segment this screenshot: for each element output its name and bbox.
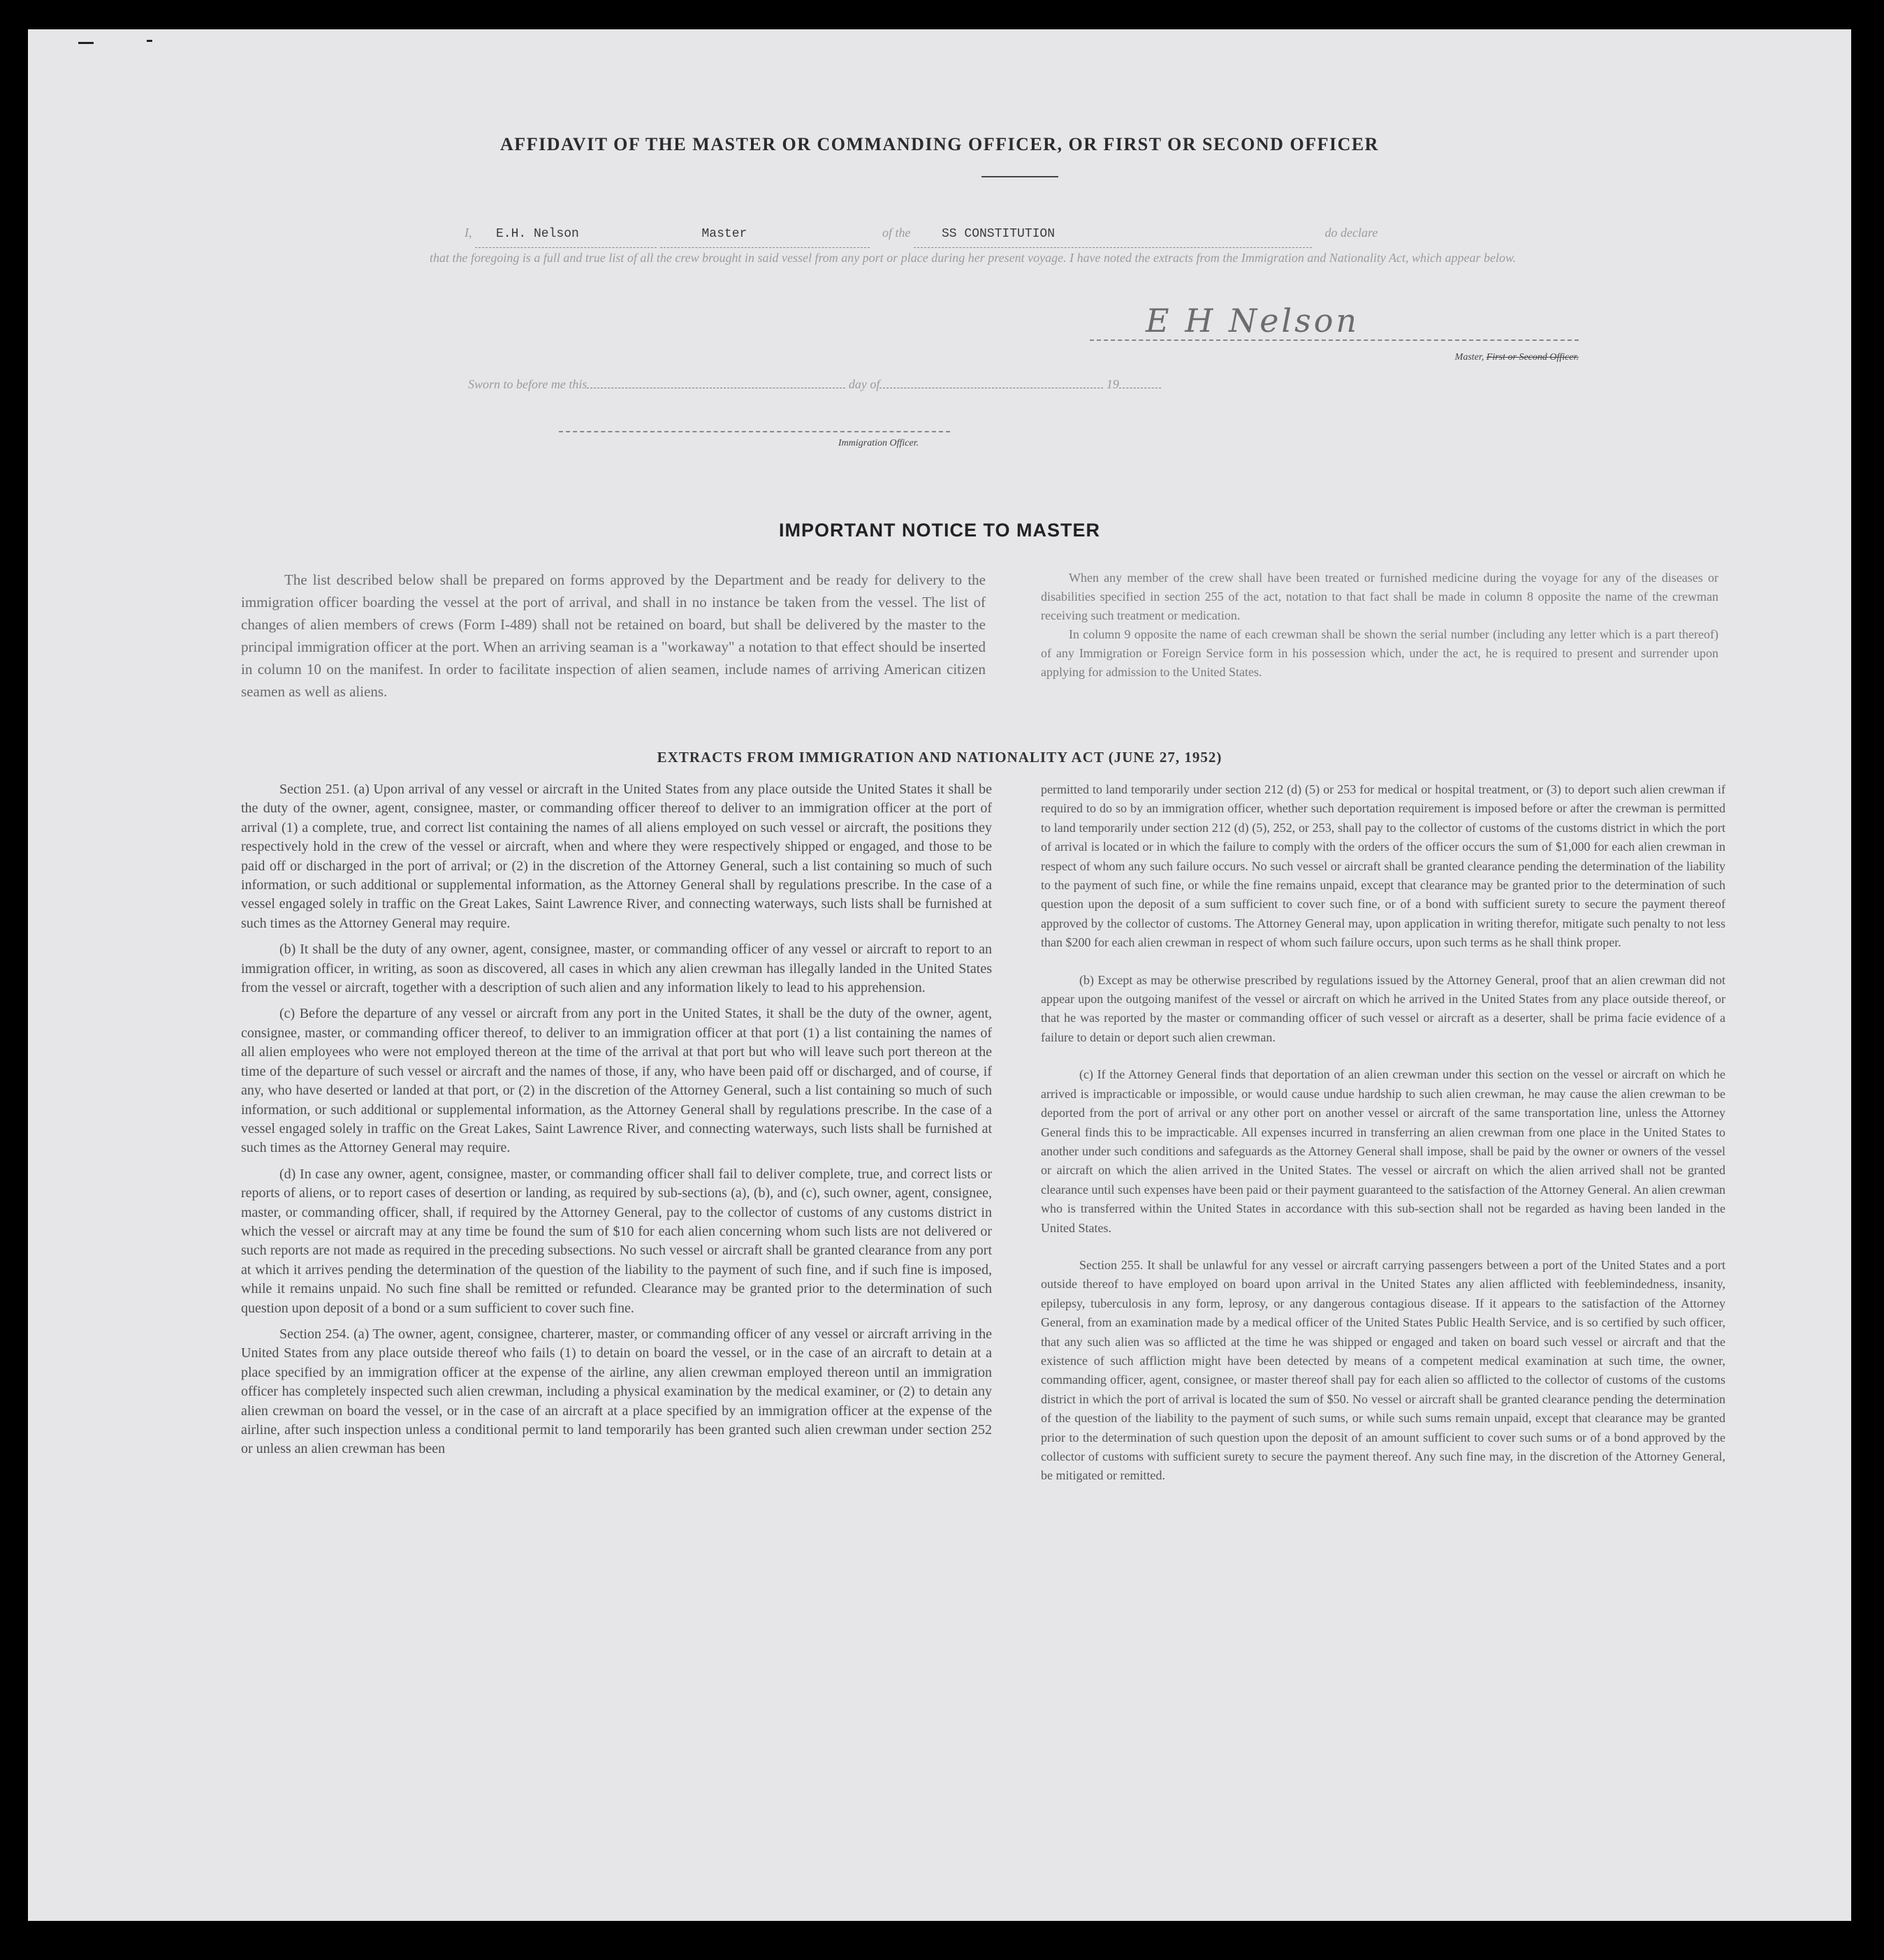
section-251-c: (c) Before the departure of any vessel or aircraft from any port in the United States, it shall be the duty of the owner, agent, consignee, master, or commanding officer thereof, to deliver to an immigration officer at that port (1) a list containing the names of all alien employees who were not employed thereon at the time of the arrival at that port but who will leave such port thereon at the time of the departure of such vessel or aircraft and the names of those, if any, who have been paid off or discharged, and of course, if any, who have deserted or landed at that port, or (2) in the discretion of the Attorney General, such a list containing so much of such information, or such additional or supplemental information, as the Attorney General shall by regulations prescribe. In the case of a vessel engaged solely in traffic on the Great Lakes, Saint Lawrence River, and connecting waterways, such lists shall be furnished at such times as the Attorney General may require. [241, 1006, 992, 1156]
signature-caption: Master, First or Second Officer. [1454, 352, 1579, 363]
declaration-of-the: of the [882, 226, 911, 240]
title-rule [981, 176, 1058, 177]
notice-title: IMPORTANT NOTICE TO MASTER [779, 520, 1100, 541]
declaration-body: that the foregoing is a full and true list of all the crew brought in said vessel from any port or place during her present voyage. I have noted the extracts from the Immigration and Nationality Act, which appear below. [430, 251, 1517, 265]
extracts-title: EXTRACTS FROM IMMIGRATION AND NATIONALITY ACT (JUNE 27, 1952) [657, 749, 1222, 766]
master-name-field[interactable]: E.H. Nelson [475, 221, 657, 248]
signature-block [1090, 302, 1579, 363]
rank-field[interactable]: Master [660, 221, 870, 248]
immigration-officer-signature-line[interactable] [559, 431, 950, 432]
section-254-a-continued: permitted to land temporarily under section 212 (d) (5) or 253 for medical or hospital treatment, or (3) to deport such alien crewman if required to do so by an immigration officer, whether such deportation requirement is imposed before or after the crewman is permitted to land temporarily under section 212 (d) (5), 252, or 253, shall pay to the collector of customs of the customs district in which the port of arrival is located or in which the failure to comply with the orders of the officer occurs the sum of $1,000 for each alien crewman in respect of whom any such failure occurs. No such vessel or aircraft shall be granted clearance pending the determination of the liability to the payment of such fine, or while the fine remains unpaid, except that clearance may be granted prior to the determination of such question upon the deposit of a sum sufficient to cover such fine, or of a bond with sufficient surety to secure the payment thereof approved by the collector of customs. The Attorney General may, upon application in writing therefor, mitigate such penalty to not less than $200 for each alien crewman in respect of whom such failure occurs, upon such terms as he shall think proper. [1041, 782, 1725, 950]
vessel-name-field[interactable]: SS CONSTITUTION [914, 221, 1312, 248]
extracts-right-column [1041, 780, 1725, 1493]
scan-mark [147, 40, 152, 42]
declaration-line [465, 219, 1575, 248]
extracts-left-column [241, 780, 992, 1466]
section-255: Section 255. It shall be unlawful for any vessel or aircraft carrying passengers between a port of the United States and a port outside thereof to have employed on board upon arrival in the United States any alien afflicted with feeblemindedness, insanity, epilepsy, tuberculosis in any form, leprosy, or any dangerous contagious disease. If it appears to the satisfaction of the Attorney General, from an examination made by a medical officer of the United States Public Health Service, and is so certified by such officer, that any such alien was so afflicted at the time he was shipped or engaged and taken on board such vessel or aircraft and that the existence of such affliction might have been detected by means of a competent medical examination at such time, the owner, commanding officer, agent, consignee, or master thereof shall pay for each alien so afflicted to the collector of customs of the customs district in which the port of arrival is located the sum of $50. No vessel or aircraft shall be granted clearance pending the determination of the question of the liability to the payment of such sums, or while such sums remain unpaid, except that clearance may be granted prior to the determination of such question upon the deposit of an amount sufficient to cover such sums or of a bond approved by the collector of customs with sufficient surety to secure the payment thereof. Any such fine may, in the discretion of the Attorney General, be mitigated or remitted. [1041, 1257, 1725, 1483]
notice-right-paragraph: When any member of the crew shall have been treated or furnished medicine during the voyage for any of the diseases or disabilities specified in section 255 of the act, notation to that fact shall be made in column 8 opposite the name of the crewman receiving such treatment or medication. [1041, 571, 1718, 622]
immigration-officer-caption: Immigration Officer. [838, 438, 919, 448]
section-251-a: Section 251. (a) Upon arrival of any vessel or aircraft in the United States from any place outside the United States it shall be the duty of the owner, agent, consignee, master, or commanding officer thereof to deliver to an immigration officer at the port of arrival (1) a complete, true, and correct list containing the names of all aliens employed on such vessel or aircraft, the positions they respectively hold in the crew of the vessel or aircraft, when and where they were respectively shipped or engaged, and those to be paid off or discharged in the port of arrival; or (2) in the discretion of the Attorney General, such a list containing so much of such information, or such additional or supplemental information, as the Attorney General shall by regulations prescribe. In the case of a vessel engaged solely in traffic on the Great Lakes, Saint Lawrence River, and connecting waterways, such lists shall be furnished at such times as the Attorney General may require. [241, 782, 992, 931]
notice-right-column [1041, 569, 1718, 682]
sworn-line: Sworn to before me this day of 19 [468, 377, 1161, 392]
handwritten-signature: E H Nelson [1090, 302, 1579, 341]
section-254-b: (b) Except as may be otherwise prescribed by regulations issued by the Attorney General, proof that an alien crewman did not appear upon the outgoing manifest of the vessel or aircraft on which he arrived in the United States from any place outside thereof, or that he was reported by the master or commanding officer of such vessel or aircraft as a deserter, shall be prima facie evidence of a failure to detain or deport such alien crewman. [1041, 972, 1725, 1044]
section-251-d: (d) In case any owner, agent, consignee, master, or commanding officer shall fail to deliver complete, true, and correct lists or reports of aliens, or to report cases of desertion or landing, as required by sub-sections (a), (b), and (c), such owner, agent, consignee, master, or commanding officer, shall, if required by the Attorney General, pay to the collector of customs of any customs district in which the vessel or aircraft may at any time be found the sum of $10 for each alien concerning whom such lists are not delivered or such reports are not made as required in the preceding subsections. No such vessel or aircraft shall be granted clearance from any port at which it arrives pending the determination of the question of the liability to the payment of such fine, and if such fine is imposed, while it remains unpaid. No such fine shall be remitted or refunded. Clearance may be granted prior to the determination of such question upon deposit of a bond or a sum sufficient to cover such fine. [241, 1166, 992, 1316]
document-page [28, 29, 1851, 1921]
section-254-a: Section 254. (a) The owner, agent, consignee, charterer, master, or commanding officer of any vessel or aircraft arriving in the United States from any place outside thereof who fails (1) to detain on board the vessel, or in the case of an aircraft to detain at a place specified by an immigration officer at the expense of the airline, any alien crewman employed thereon until an immigration officer has completely inspected such alien crewman, including a physical examination by the medical examiner, or (2) to detain any alien crewman on board the vessel, or in the case of an aircraft at a place specified by an immigration officer at the expense of the airline, after such inspection unless a conditional permit to land temporarily has been granted such alien crewman under section 252 or unless an alien crewman has been [241, 1326, 992, 1457]
declaration-do-declare: do declare [1324, 226, 1378, 240]
declaration-prefix: I, [465, 226, 472, 240]
notice-left-paragraph: The list described below shall be prepared on forms approved by the Department and be ready for delivery to the immigration officer boarding the vessel at the port of arrival, and shall in no instance be taken from the vessel. The list of changes of alien members of crews (Form I-489) shall not be retained on board, but shall be delivered by the master to the principal immigration officer at the port. When an arriving seaman is a "workaway" a notation to that effect should be inserted in column 10 on the manifest. In order to facilitate inspection of alien seamen, include names of arriving American citizen seamen as well as aliens. [241, 571, 986, 700]
notice-right-paragraph: In column 9 opposite the name of each crewman shall be shown the serial number (including any letter which is a part thereof) of any Immigration or Foreign Service form in his possession which, under the act, he is required to present and surrender upon applying for admission to the United States. [1041, 627, 1718, 679]
section-251-b: (b) It shall be the duty of any owner, agent, consignee, master, or commanding officer of any vessel or aircraft to report to an immigration officer, in writing, as soon as discovered, all cases in which any alien crewman has illegally landed in the United States from the vessel or aircraft, together with a description of such alien and any information likely to lead to his apprehension. [241, 942, 992, 996]
scan-mark [78, 42, 94, 44]
affidavit-title: AFFIDAVIT OF THE MASTER OR COMMANDING OFFICER, OR FIRST OR SECOND OFFICER [500, 134, 1379, 154]
section-254-c: (c) If the Attorney General finds that deportation of an alien crewman under this section on the vessel or aircraft on which he arrived is impracticable or impossible, or would cause undue hardship to such alien crewman, he may cause the alien crewman to be deported from the port of arrival or any other port on another vessel or aircraft of the same transportation line, unless the Attorney General finds this to be impracticable. All expenses incurred in transferring an alien crewman from one place in the United States to another under such conditions and safeguards as the Attorney General shall impose, shall be paid by the owner or owners of the vessel or aircraft on which the alien arrived in the United States. The vessel or aircraft on which the alien arrived shall not be granted clearance until such expenses have been paid or their payment guaranteed to the satisfaction of the Attorney General. An alien crewman who is transferred within the United States in accordance with this sub-section shall not be regarded as having been landed in the United States. [1041, 1067, 1725, 1235]
